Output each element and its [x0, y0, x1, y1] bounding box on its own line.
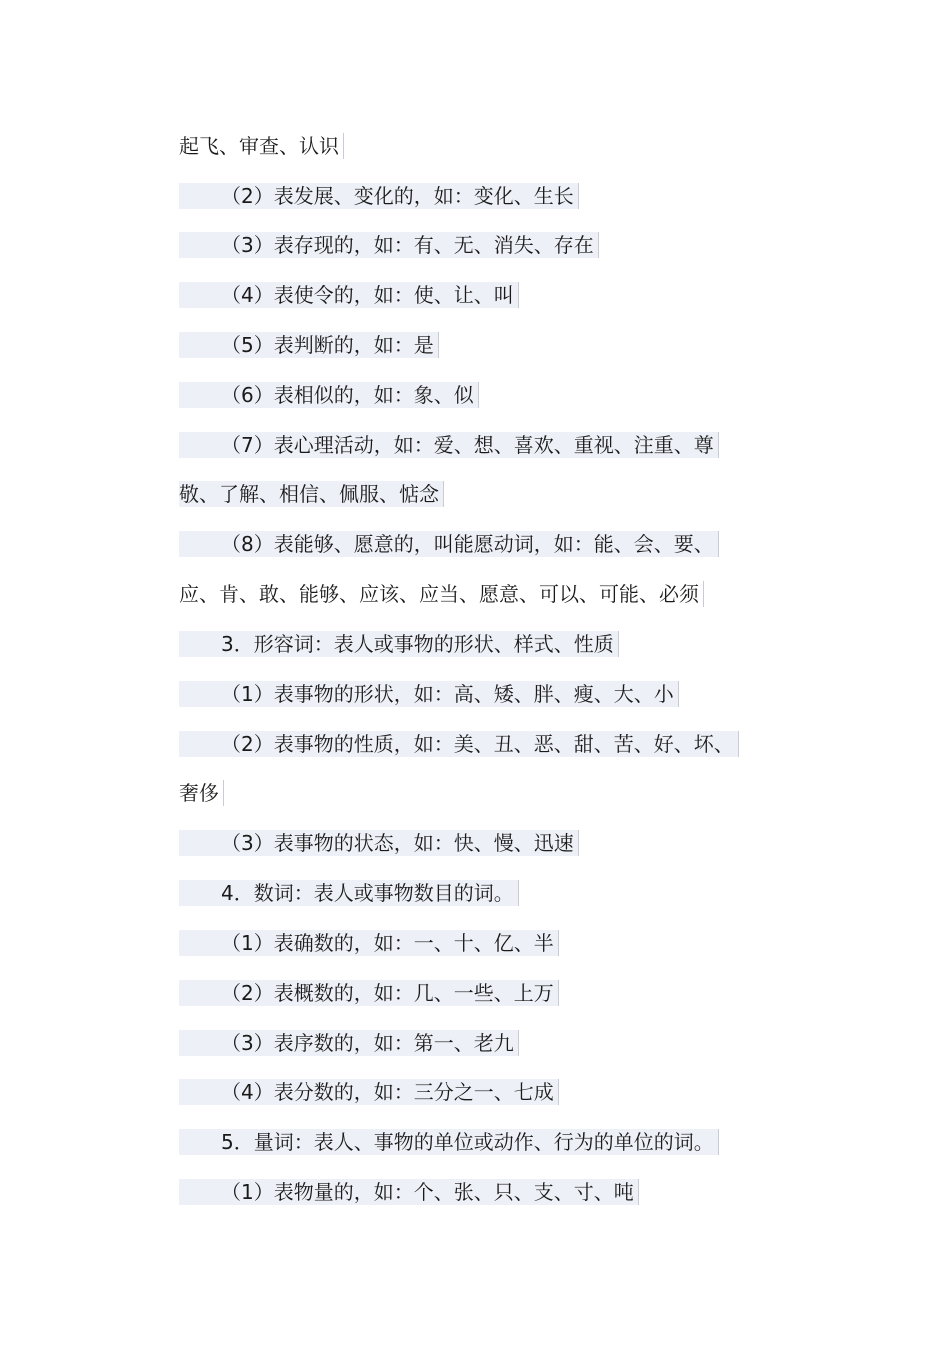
text-line: （7）表心理活动，如：爱、想、喜欢、重视、注重、尊: [179, 432, 719, 458]
text-line: （8）表能够、愿意的，叫能愿动词，如：能、会、要、: [179, 531, 719, 557]
section-heading: 4．数词：表人或事物数目的词。: [179, 880, 519, 906]
text-line: （1）表事物的形状，如：高、矮、胖、瘦、大、小: [179, 681, 679, 707]
text-line: （3）表存现的，如：有、无、消失、存在: [179, 232, 599, 258]
text-line: （2）表概数的，如：几、一些、上万: [179, 980, 559, 1006]
text-line: （3）表事物的状态，如：快、慢、迅速: [179, 830, 579, 856]
section-heading: 3．形容词：表人或事物的形状、样式、性质: [179, 631, 619, 657]
text-line: （4）表使令的，如：使、让、叫: [179, 282, 519, 308]
text-line: （2）表发展、变化的，如：变化、生长: [179, 183, 579, 209]
text-line: （3）表序数的，如：第一、老九: [179, 1030, 519, 1056]
text-line: （5）表判断的，如：是: [179, 332, 439, 358]
text-line: （6）表相似的，如：象、似: [179, 382, 479, 408]
text-line: （4）表分数的，如：三分之一、七成: [179, 1079, 559, 1105]
text-line: （1）表物量的，如：个、张、只、支、寸、吨: [179, 1179, 639, 1205]
text-line: （1）表确数的，如：一、十、亿、半: [179, 930, 559, 956]
text-line: 敬、了解、相信、佩服、惦念: [179, 481, 444, 507]
text-line: 应、肯、敢、能够、应该、应当、愿意、可以、可能、必须: [179, 581, 704, 607]
text-line: 奢侈: [179, 780, 224, 806]
section-heading: 5．量词：表人、事物的单位或动作、行为的单位的词。: [179, 1129, 719, 1155]
text-line: （2）表事物的性质，如：美、丑、恶、甜、苦、好、坏、: [179, 731, 739, 757]
text-line: 起飞、审查、认识: [179, 133, 344, 159]
